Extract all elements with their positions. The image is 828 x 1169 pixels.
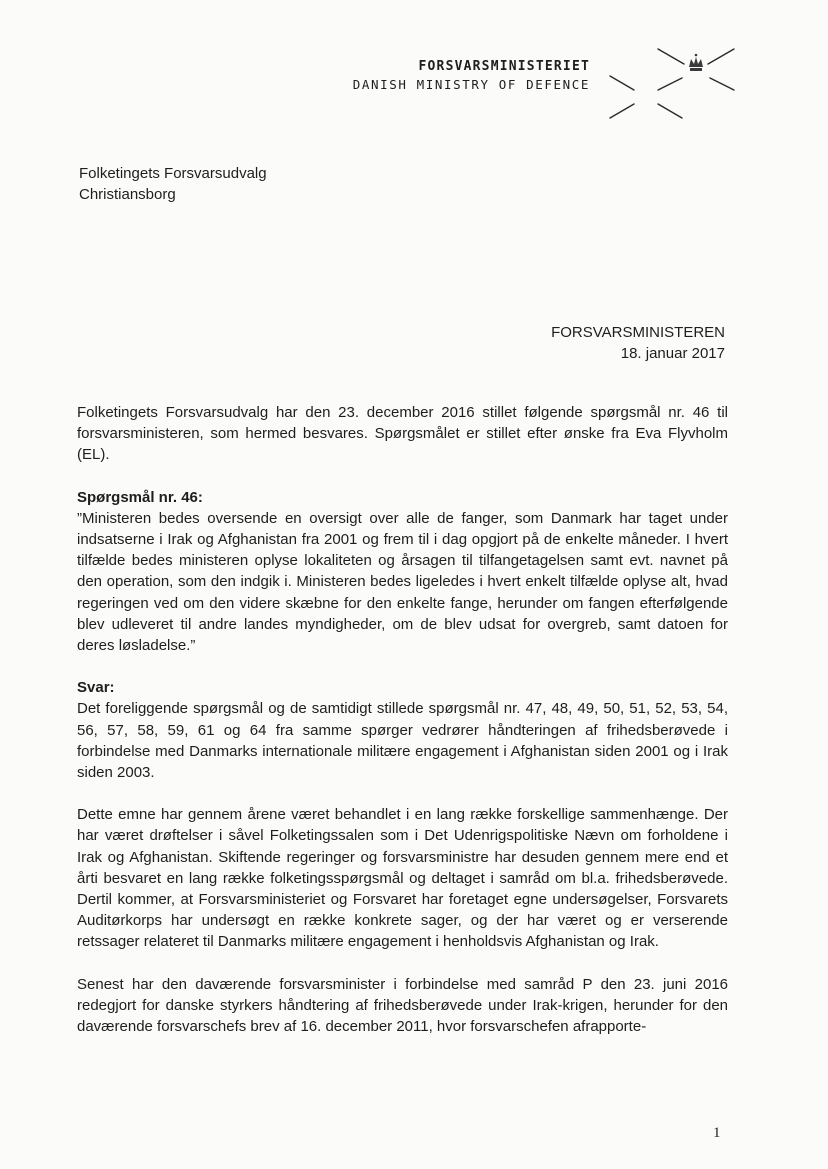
sender-block: [551, 322, 725, 364]
recipient-line: Folketingets Forsvarsudvalg: [79, 165, 267, 182]
crown-emblem-icon: [604, 42, 736, 120]
recipient-address: [79, 163, 267, 205]
ministry-name-danish: FORSVARSMINISTERIET: [418, 59, 590, 74]
question-text: ”Ministeren bedes oversende en oversigt over alle de fanger, som Danmark har taget under indsatserne i Irak og Afghanistan fra 2001 og frem til i dag opgjort på de enkelte måneder. I hvert tilfælde bedes ministeren oplyse lokaliteten og årsagen til tilfangetagelsen samt evt. navnet på den operation, som den indgik i. Ministeren bedes ligeledes i hvert enkelt tilfælde oplyse alt, hvad regeringen ved om den videre skæbne for den enkelte fange, herunder om fangen efterfølgende blev udleveret til andre landes myndigheder, om de blev udsat for overgreb, samt datoen for deres løsladelse.”: [77, 509, 728, 655]
question-heading: Spørgsmål nr. 46:: [77, 488, 203, 506]
answer-paragraph: Senest har den daværende forsvarsminister i forbindelse med samråd P den 23. juni 2016 redegjort for danske styrkers håndtering af frihedsberøvede under Irak-krigen, herunder for den daværende forsvarschefs brev af 16. december 2011, hvor forsvarschefen afrapporte-: [77, 975, 728, 1036]
letter-date: 18. januar 2017: [620, 345, 725, 362]
intro-paragraph: Folketingets Forsvarsudvalg har den 23. december 2016 stillet følgende spørgsmål nr. 46 til forsvarsministeren, som hermed besvares. Spørgsmålet er stillet efter ønske fra Eva Flyvholm (EL).: [77, 404, 728, 464]
answer-heading: Svar:: [77, 679, 115, 697]
ministry-name-english: DANISH MINISTRY OF DEFENCE: [352, 77, 590, 92]
recipient-line: Christiansborg: [79, 186, 176, 203]
answer-paragraph: Dette emne har gennem årene været behandlet i en lang række forskellige sammenhænge. Der har været drøftelser i såvel Folketingssalen som i Det Udenrigspolitiske Nævn om forholdene i Irak og Afghanistan. Skiftende regeringer og forsvarsministre har desuden gennem mere end et årti besvaret en lang række folketingsspørgsmål og deltaget i samråd om bl.a. frihedsberøvede. Dertil kommer, at Forsvarsministeriet og Forsvaret har foretaget egne undersøgelser, Forsvarets Auditørkorps har undersøgt en række konkrete sager, og der har været og er verserende retssager relateret til Danmarks militære engagement i henholdsvis Afghanistan og Irak.: [77, 806, 728, 951]
answer-paragraph: Det foreliggende spørgsmål og de samtidigt stillede spørgsmål nr. 47, 48, 49, 50, 51, 52, 53, 54, 56, 57, 58, 59, 61 og 64 fra samme spørger vedrører håndteringen af frihedsberøvede i forbindelse med Danmarks internationale militære engagement i Afghanistan siden 2001 og i Irak siden 2003.: [77, 700, 728, 782]
sender-name: FORSVARSMINISTEREN: [551, 324, 725, 341]
letterhead: [270, 58, 590, 94]
letter-body: [77, 402, 728, 1037]
page-number: 1: [713, 1125, 721, 1141]
